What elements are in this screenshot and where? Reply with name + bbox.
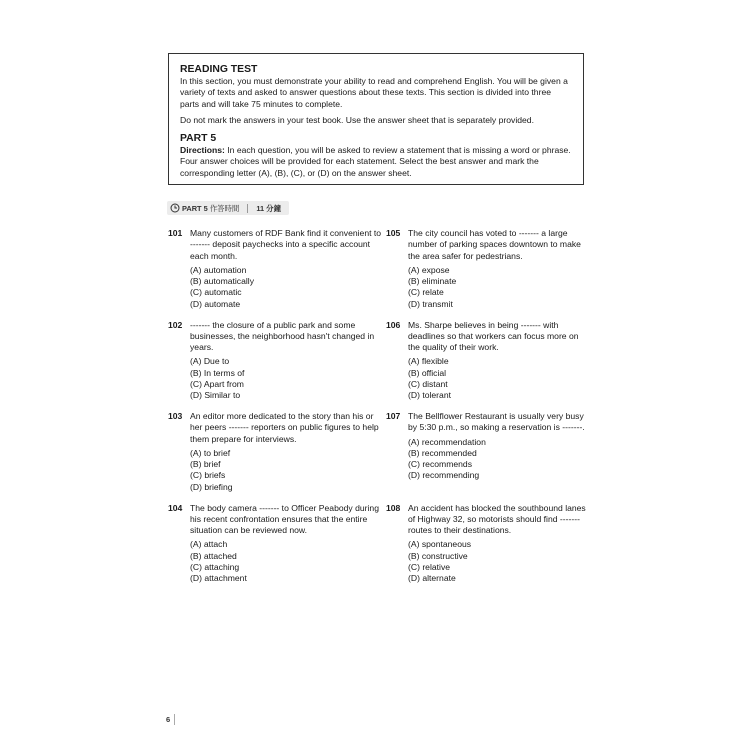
time-limit-badge <box>167 201 289 215</box>
answer-option: (A) expose <box>408 264 450 275</box>
reading-test-heading: READING TEST <box>180 64 258 75</box>
question-104 <box>168 503 386 595</box>
answer-option: (C) Apart from <box>190 378 244 389</box>
answer-option: (D) recommending <box>408 470 480 481</box>
question-number: 108 <box>386 502 401 513</box>
question-107 <box>386 411 586 503</box>
answer-sheet-note: Do not mark the answers in your test book. Use the answer sheet that is separately provided. <box>180 114 534 125</box>
answer-option: (B) In terms of <box>190 367 245 378</box>
reading-test-instructions <box>168 53 584 185</box>
answer-option: (B) brief <box>190 459 221 470</box>
question-108 <box>386 503 586 595</box>
question-103 <box>168 411 386 503</box>
answer-option: (A) attach <box>190 539 228 550</box>
answer-option: (D) briefing <box>190 481 233 492</box>
page-number: 6 <box>166 715 171 724</box>
answer-option: (D) tolerant <box>408 390 451 401</box>
part-heading: PART 5 <box>180 133 217 145</box>
question-text: An accident has blocked the southbound lanes of Highway 32, so motorists should find ------- routes to their destinations. <box>408 502 586 536</box>
section-intro: In this section, you must demonstrate your ability to read and comprehend English. You will be given a variety of texts and asked to answer questions about these texts. This section is divided into three parts and will take 75 minutes to complete. <box>180 76 568 109</box>
timer-part-label: PART 5 <box>182 203 208 213</box>
question-text: The city council has voted to ------- a large number of parking spaces downtown to make the area safer for pedestrians. <box>408 228 581 261</box>
question-number: 107 <box>386 411 401 421</box>
answer-option: (B) eliminate <box>408 276 457 287</box>
question-list <box>168 228 586 594</box>
answer-option: (B) official <box>408 367 447 378</box>
question-text: Many customers of RDF Bank find it convenient to ------- deposit paychecks into a specific account each month. <box>190 228 382 261</box>
answer-option: (A) automation <box>190 264 247 275</box>
answer-option: (D) alternate <box>408 573 456 584</box>
answer-option: (C) automatic <box>190 287 242 298</box>
directions-text: In each question, you will be asked to review a statement that is missing a word or phrase. Four answer choices will be provided for each statement. Select the best answer and mark the corresponding letter (A), (B), (C), or (D) on the answer sheet. <box>180 145 571 178</box>
timer-label: 作答時間 <box>209 203 240 213</box>
answer-option: (D) automate <box>190 298 241 309</box>
question-text: Ms. Sharpe believes in being ------- with deadlines so that workers can focus more on the quality of their work. <box>408 319 579 353</box>
answer-option: (D) transmit <box>408 298 453 309</box>
question-101 <box>168 228 386 320</box>
page-number-divider <box>174 714 175 725</box>
answer-option: (A) to brief <box>190 447 231 458</box>
answer-option: (A) flexible <box>408 356 449 367</box>
answer-option: (A) Due to <box>190 356 230 367</box>
answer-option: (C) attaching <box>190 561 240 572</box>
answer-option: (C) recommends <box>408 459 472 470</box>
question-102 <box>168 320 386 412</box>
question-text: An editor more dedicated to the story than his or her peers ------- reporters on public figures to help them prepare for interviews. <box>190 411 379 444</box>
answer-option: (B) attached <box>190 550 237 561</box>
answer-option: (B) automatically <box>190 276 254 287</box>
timer-duration: 11 分鐘 <box>256 203 281 213</box>
directions-label: Directions: <box>180 145 225 156</box>
question-number: 101 <box>168 228 183 238</box>
answer-option: (D) attachment <box>190 573 247 584</box>
question-106 <box>386 320 586 412</box>
question-number: 102 <box>168 319 183 330</box>
answer-option: (D) Similar to <box>190 390 241 401</box>
question-text: The Bellflower Restaurant is usually very busy by 5:30 p.m., so making a reservation is -------. <box>408 411 585 433</box>
answer-option: (C) relative <box>408 561 451 572</box>
answer-option: (B) recommended <box>408 447 477 458</box>
question-text: ------- the closure of a public park and some businesses, the neighborhood hasn't changed in years. <box>190 319 375 353</box>
answer-option: (C) relate <box>408 287 444 298</box>
question-number: 106 <box>386 319 401 330</box>
clock-icon <box>170 203 180 213</box>
question-number: 103 <box>168 411 183 421</box>
timer-divider <box>247 204 248 213</box>
answer-option: (C) distant <box>408 378 448 389</box>
question-text: The body camera ------- to Officer Peabody during his recent confrontation ensures that the entire situation can be reviewed now. <box>190 502 379 536</box>
question-number: 104 <box>168 502 183 513</box>
part-directions <box>180 145 572 179</box>
answer-option: (C) briefs <box>190 470 226 481</box>
question-number: 105 <box>386 228 401 238</box>
answer-option: (A) spontaneous <box>408 539 472 550</box>
answer-option: (B) constructive <box>408 550 468 561</box>
answer-option: (A) recommendation <box>408 436 486 447</box>
question-105 <box>386 228 586 320</box>
